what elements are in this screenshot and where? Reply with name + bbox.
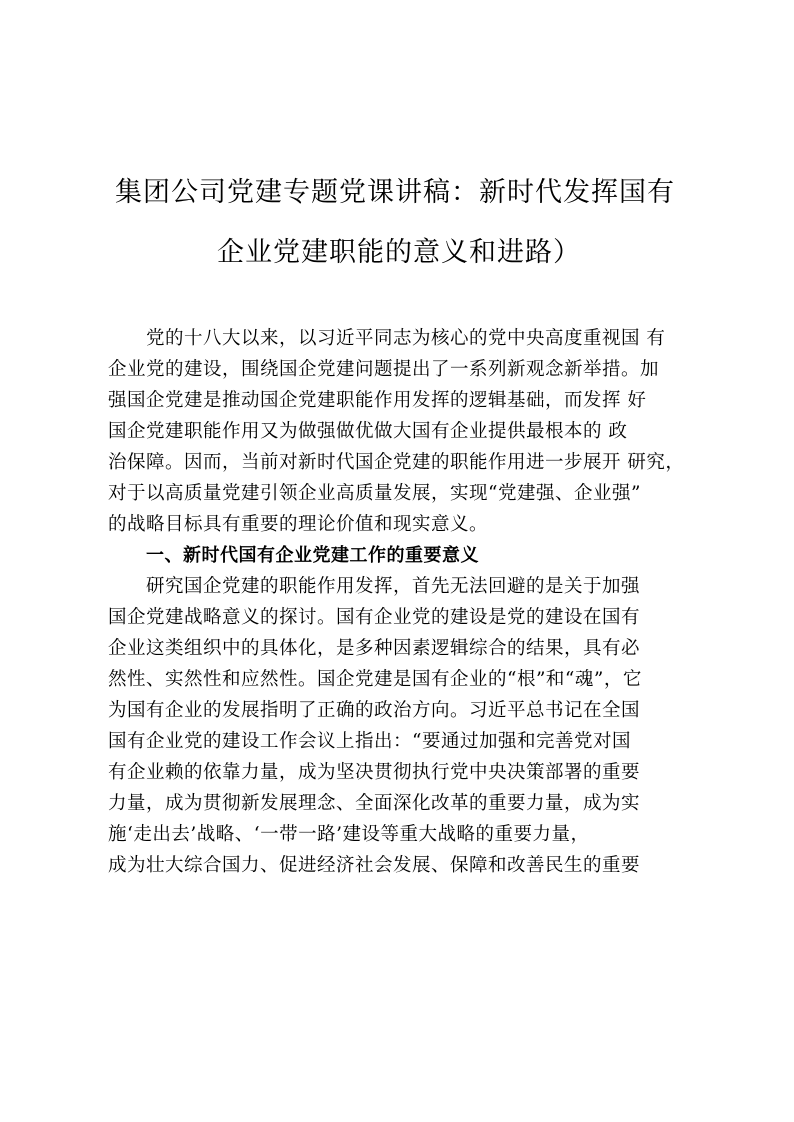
document-body — [108, 323, 708, 881]
text-line: 成为壮大综合国力、促进经济社会发展、保障和改善民生的重要 — [108, 855, 641, 876]
document-title-line-2: 企业党建职能的意义和进路） — [217, 237, 581, 268]
text-line: 强国企党建是推动国企党建职能作用发挥的逻辑基础，而发挥 好 — [108, 390, 647, 411]
paragraph-intro — [108, 323, 708, 540]
text-line: 力量，成为贯彻新发展理念、全面深化改革的重要力量，成为实 — [108, 793, 641, 814]
text-line: 企业党的建设，围绕国企党建问题提出了一系列新观念新举措。加 — [108, 359, 660, 380]
paragraph-section-1 — [108, 571, 708, 881]
text-line: 企业这类组织中的具体化，是多种因素逻辑综合的结果，具有必 — [108, 638, 641, 659]
document-title-line-1: 集团公司党建专题党课讲稿：新时代发挥国有 — [115, 177, 675, 208]
text-line: 为国有企业的发展指明了正确的政治方向。习近平总书记在全国 — [108, 700, 641, 721]
section-heading: 一、新时代国有企业党建工作的重要意义 — [146, 545, 479, 566]
text-line: 的战略目标具有重要的理论价值和现实意义。 — [108, 514, 489, 535]
text-line: 对于以高质量党建引领企业高质量发展，实现“党建强、企业强” — [108, 483, 641, 504]
text-line: 国有企业党的建设工作会议上指出：“要通过加强和完善党对国 — [108, 731, 631, 752]
text-line: 治保障。因而，当前对新时代国企党建的职能作用进一步展开 研究， — [108, 452, 685, 473]
text-line: 有企业赖的依靠力量，成为坚决贯彻执行党中央决策部署的重要 — [108, 762, 641, 783]
text-line: 国企党建职能作用又为做强做优做大国有企业提供最根本的 政 — [108, 421, 628, 442]
text-line: 施‘走出去’战略、‘一带一路’建设等重大战略的重要力量， — [108, 824, 590, 845]
text-line: 然性、实然性和应然性。国企党建是国有企业的“根”和“魂”，它 — [108, 669, 642, 690]
text-line: 国企党建战略意义的探讨。国有企业党的建设是党的建设在国有 — [108, 607, 641, 628]
text-line: 党的十八大以来，以习近平同志为核心的党中央高度重视国 有 — [146, 328, 666, 349]
text-line: 研究国企党建的职能作用发挥，首先无法回避的是关于加强 — [146, 576, 641, 597]
